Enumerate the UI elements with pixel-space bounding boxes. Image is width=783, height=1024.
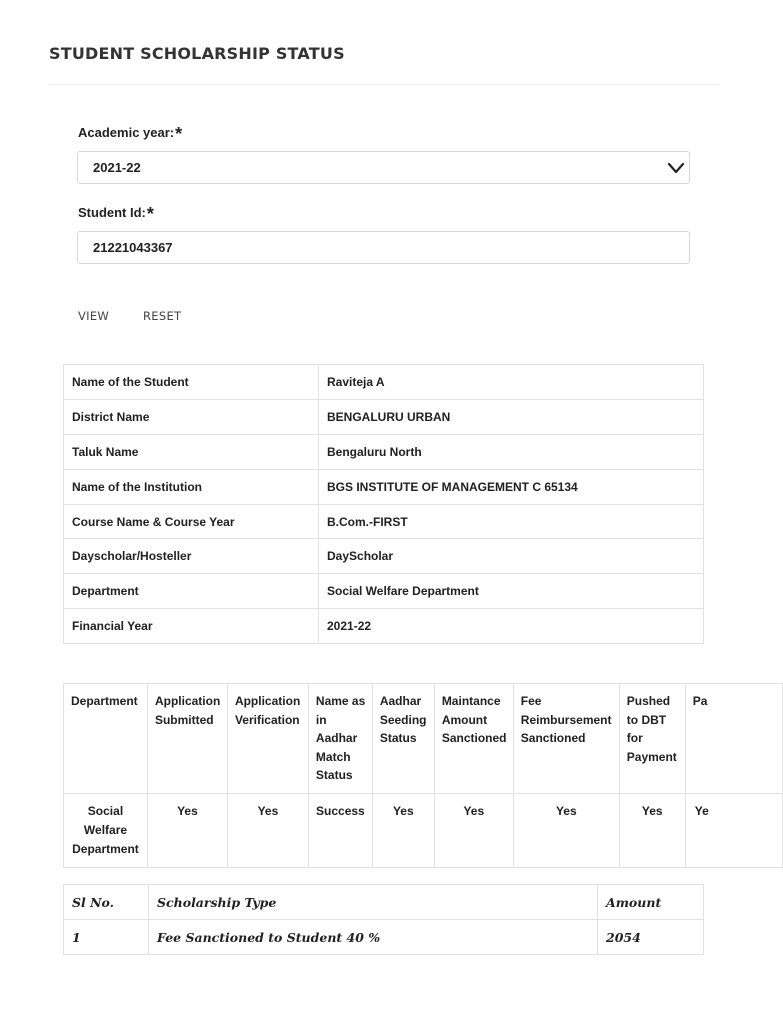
info-key: Dayscholar/Hosteller bbox=[64, 539, 319, 574]
table-row bbox=[64, 365, 704, 400]
info-value: 2021-22 bbox=[319, 609, 704, 644]
info-key: Department bbox=[64, 574, 319, 609]
info-key: Taluk Name bbox=[64, 434, 319, 469]
view-button[interactable]: VIEW bbox=[78, 309, 110, 323]
student-id-field[interactable] bbox=[77, 231, 690, 264]
status-cell: Yes bbox=[147, 793, 227, 867]
column-header: Sl No. bbox=[64, 885, 149, 920]
academic-year-selected-value: 2021-22 bbox=[93, 160, 141, 175]
academic-year-select[interactable] bbox=[77, 151, 690, 184]
info-value: B.Com.-FIRST bbox=[319, 504, 704, 539]
status-table-scroll[interactable] bbox=[63, 683, 709, 866]
column-header: Application Submitted bbox=[147, 684, 227, 794]
column-header: Pa bbox=[685, 684, 782, 794]
info-key: Course Name & Course Year bbox=[64, 504, 319, 539]
info-key: Name of the Institution bbox=[64, 469, 319, 504]
table-header-row bbox=[64, 885, 704, 920]
table-row bbox=[64, 434, 704, 469]
reset-button[interactable]: RESET bbox=[143, 309, 182, 323]
column-header: Scholarship Type bbox=[149, 885, 598, 920]
required-asterisk: * bbox=[146, 204, 154, 224]
info-key: District Name bbox=[64, 399, 319, 434]
title-divider bbox=[49, 84, 719, 85]
column-header: Department bbox=[64, 684, 148, 794]
column-header: Application Verification bbox=[227, 684, 308, 794]
scholarship-cell: Fee Sanctioned to Student 40 % bbox=[149, 920, 598, 955]
status-cell: Ye bbox=[685, 793, 782, 867]
status-cell: Yes bbox=[372, 793, 434, 867]
info-value: DayScholar bbox=[319, 539, 704, 574]
academic-year-label: Academic year:* bbox=[78, 124, 183, 144]
scholarship-cell: 1 bbox=[64, 920, 149, 955]
column-header: Maintance Amount Sanctioned bbox=[434, 684, 513, 794]
column-header: Name as in Aadhar Match Status bbox=[308, 684, 372, 794]
table-row bbox=[64, 920, 704, 955]
info-key: Financial Year bbox=[64, 609, 319, 644]
column-header: Aadhar Seeding Status bbox=[372, 684, 434, 794]
scholarship-table bbox=[63, 884, 704, 955]
info-value: Bengaluru North bbox=[319, 434, 704, 469]
column-header: Fee Reimbursement Sanctioned bbox=[513, 684, 619, 794]
table-row bbox=[64, 504, 704, 539]
info-value: BENGALURU URBAN bbox=[319, 399, 704, 434]
info-value: Raviteja A bbox=[319, 365, 704, 400]
info-key: Name of the Student bbox=[64, 365, 319, 400]
student-id-label: Student Id:* bbox=[78, 204, 154, 224]
status-cell: Yes bbox=[434, 793, 513, 867]
table-row bbox=[64, 399, 704, 434]
status-cell: Social Welfare Department bbox=[64, 793, 148, 867]
table-row bbox=[64, 469, 704, 504]
column-header: Amount bbox=[598, 885, 704, 920]
info-value: BGS INSTITUTE OF MANAGEMENT C 65134 bbox=[319, 469, 704, 504]
status-cell: Yes bbox=[619, 793, 685, 867]
table-header-row bbox=[64, 684, 783, 794]
page-title: STUDENT SCHOLARSHIP STATUS bbox=[49, 44, 345, 63]
column-header: Pushed to DBT for Payment bbox=[619, 684, 685, 794]
chevron-down-icon bbox=[667, 160, 685, 176]
required-asterisk: * bbox=[175, 124, 183, 144]
status-cell: Yes bbox=[227, 793, 308, 867]
table-row bbox=[64, 793, 783, 867]
status-table bbox=[63, 683, 783, 868]
student-id-input[interactable] bbox=[93, 240, 689, 255]
student-info-table bbox=[63, 364, 704, 644]
table-row bbox=[64, 539, 704, 574]
scholarship-cell: 2054 bbox=[598, 920, 704, 955]
status-cell: Success bbox=[308, 793, 372, 867]
info-value: Social Welfare Department bbox=[319, 574, 704, 609]
status-cell: Yes bbox=[513, 793, 619, 867]
table-row bbox=[64, 609, 704, 644]
table-row bbox=[64, 574, 704, 609]
